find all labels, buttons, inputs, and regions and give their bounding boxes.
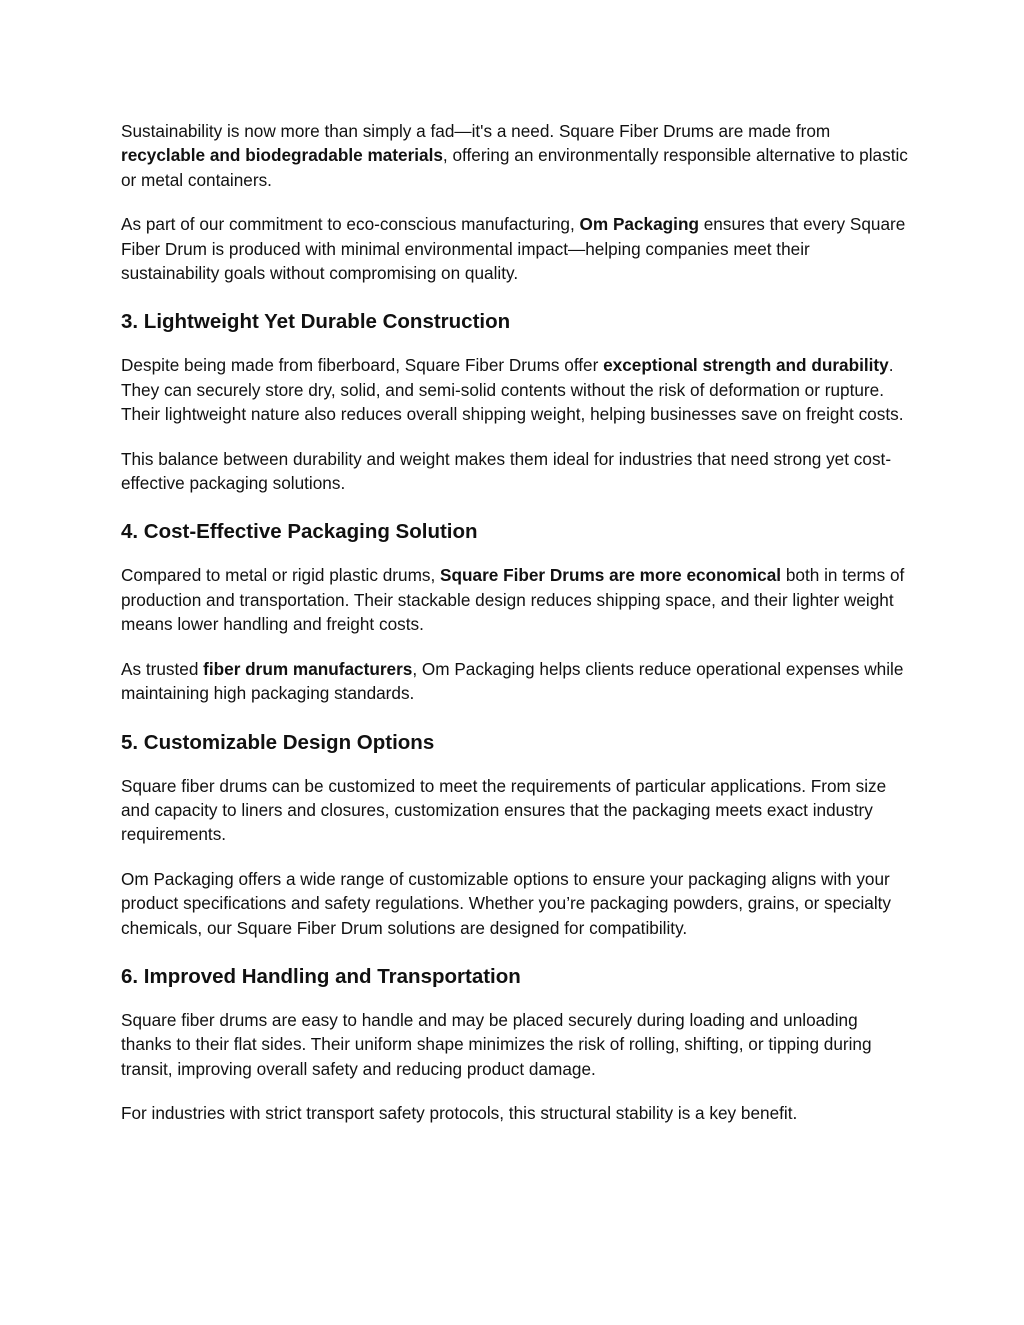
paragraph-balance: This balance between durability and weight makes them ideal for industries that need strong yet cost-effective packaging solutions. <box>121 448 892 494</box>
paragraph-text: Sustainability is now more than simply a fad—it's a need. Square Fiber Drums are made from <box>121 121 831 141</box>
paragraph-text: , Om Packaging helps clients reduce operational expenses while maintaining high packaging standards. <box>121 658 904 704</box>
paragraph-bold-text: Om Packaging <box>579 214 699 235</box>
paragraph-bold-text: Square Fiber Drums are more economical <box>440 565 782 586</box>
paragraph-text: ensures that every Square Fiber Drum is produced with minimal environmental impact—helping companies meet their sustainability goals without compromising on quality. <box>121 214 906 284</box>
paragraph-economical <box>121 563 911 636</box>
heading-customizable-design: 5. Customizable Design Options <box>121 730 435 754</box>
paragraph-eco-commitment <box>121 212 911 285</box>
paragraph-custom-options: Om Packaging offers a wide range of customizable options to ensure your packaging aligns with your product specifications and safety regulations. Whether you’re packaging powders, grains, or specialty chemicals, our Square Fiber Drum solutions are designed for compatibility. <box>121 868 892 938</box>
paragraph-text: As trusted <box>121 658 204 679</box>
paragraph-handling: Square fiber drums are easy to handle and may be placed securely during loading and unloading thanks to their flat sides. Their uniform shape minimizes the risk of rolling, shifting, or tipping during transit, improving overall safety and reducing product damage. <box>121 1009 872 1079</box>
paragraph-text: , offering an environmentally responsible alternative to plastic or metal containers. <box>121 145 908 190</box>
paragraph-text: As part of our commitment to eco-conscious manufacturing, <box>121 214 580 235</box>
paragraph-safety-protocols: For industries with strict transport safety protocols, this structural stability is a key benefit. <box>121 1103 798 1124</box>
heading-handling-transportation: 6. Improved Handling and Transportation <box>121 964 521 988</box>
paragraph-text: both in terms of production and transportation. Their stackable design reduces shipping space, and their lighter weight means lower handling and freight costs. <box>121 565 905 635</box>
paragraph-bold-text: recyclable and biodegradable materials <box>121 145 443 166</box>
document-page <box>121 119 911 1146</box>
paragraph-sustainability <box>121 119 911 192</box>
paragraph-durability <box>121 353 911 426</box>
paragraph-text: Compared to metal or rigid plastic drums, <box>121 565 441 586</box>
heading-cost-effective: 4. Cost-Effective Packaging Solution <box>121 520 478 544</box>
paragraph-bold-text: fiber drum manufacturers <box>203 658 413 679</box>
heading-lightweight-durable: 3. Lightweight Yet Durable Construction <box>121 310 511 334</box>
paragraph-bold-text: exceptional strength and durability <box>603 355 889 376</box>
paragraph-trusted-manufacturers <box>121 657 911 706</box>
paragraph-text: Despite being made from fiberboard, Square Fiber Drums offer <box>121 355 604 376</box>
paragraph-text: . They can securely store dry, solid, and semi-solid contents without the risk of deformation or rupture. Their lightweight nature also reduces overall shipping weight, helping businesses save on freight costs. <box>121 355 904 425</box>
paragraph-customization: Square fiber drums can be customized to meet the requirements of particular applications. From size and capacity to liners and closures, customization ensures that the packaging meets exact industry requirements. <box>121 775 887 845</box>
